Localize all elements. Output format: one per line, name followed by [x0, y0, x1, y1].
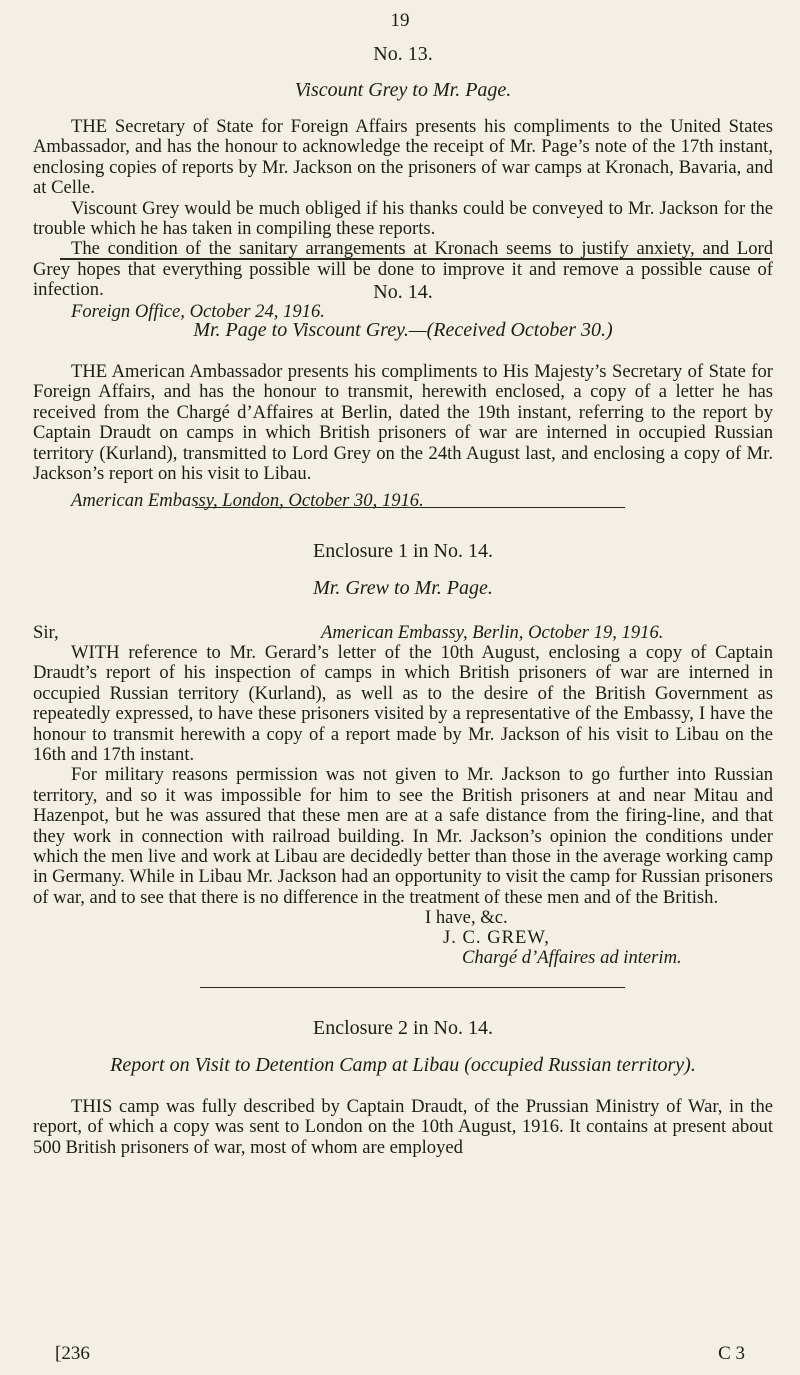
enclosure-2-paragraph: THIS camp was fully described by Captain Draudt, of the Prussian Ministry of War, in the report, of which a copy was sent to London on the 10th August, 1916. It contains at present about 500 British prisoners of war, most of whom are employed	[33, 1096, 773, 1158]
section-divider	[195, 507, 625, 508]
enclosure-1-paragraph-1: WITH reference to Mr. Gerard’s letter of the 10th August, enclosing a copy of Captain Draudt’s report of his inspection of camps in which British prisoners of war are interned in occupied Russian territory (Kurland), as well as to the desire of the British Government as repeatedly expressed, to have these prisoners visited by a representative of the Embassy, I have the honour to transmit herewith a copy of a report made by Mr. Jackson of his visit to Libau on the 16th and 17th instant.	[33, 642, 773, 766]
enclosure-1-place-date: American Embassy, Berlin, October 19, 1916.	[321, 622, 664, 643]
page-footer	[55, 1343, 745, 1365]
doc-13-title: Viscount Grey to Mr. Page.	[294, 79, 512, 101]
doc-14-section	[33, 281, 773, 512]
doc-13-place-date: Foreign Office, October 24, 1916.	[71, 300, 325, 322]
doc-14-paragraph: THE American Ambassador presents his compliments to His Majesty’s Secretary of State for Foreign Affairs, and has the honour to transmit, herewith enclosed, a copy of a letter he has received from the Chargé d’Affaires at Berlin, dated the 19th instant, referring to the report by Captain Draudt on camps in which British prisoners of war are interned in occupied Russian territory (Kurland), transmitted to Lord Grey on the 24th August last, and enclosing a copy of Mr. Jackson’s report on his visit to Libau.	[33, 361, 773, 485]
enclosure-1-signature-title: Chargé d’Affaires ad interim.	[462, 947, 682, 968]
doc-14-number: No. 14.	[373, 281, 433, 303]
doc-14-place-date: American Embassy, London, October 30, 1916.	[71, 490, 424, 512]
enclosure-1-heading: Enclosure 1 in No. 14.	[313, 540, 493, 562]
enclosure-1-section	[33, 540, 773, 908]
doc-13-paragraph-3: The condition of the sanitary arrangements at Kronach seems to justify anxiety, and Lord Grey hopes that everything possible will be done to improve it and remove a possible cause of infection.	[33, 238, 773, 301]
footer-print-code: [236	[55, 1343, 90, 1364]
doc-13-paragraph-1: THE Secretary of State for Foreign Affairs presents his compliments to the United States Ambassador, and has the honour to acknowledge the receipt of Mr. Page’s note of the 17th instant, enclosing copies of reports by Mr. Jackson on the prisoners of war camps at Kronach, Bavaria, and at Celle.	[33, 116, 773, 199]
section-divider	[60, 258, 770, 260]
doc-14-title: Mr. Page to Viscount Grey.—(Received October 30.)	[193, 319, 613, 341]
enclosure-1-title: Mr. Grew to Mr. Page.	[313, 577, 493, 599]
enclosure-1-signature: J. C. GREW,	[443, 927, 550, 948]
enclosure-1-closing: I have, &c.	[425, 907, 508, 928]
enclosure-1-salutation: Sir,	[33, 622, 59, 643]
page-number: 19	[390, 10, 410, 31]
doc-13-number: No. 13.	[373, 43, 433, 65]
enclosure-1-paragraph-2: For military reasons permission was not given to Mr. Jackson to go further into Russian territory, and so it was impossible for him to see the British prisoners at and near Mitau and Hazenpot, but he was assured that these men are at a safe distance from the firing-line, and that they work in connection with railroad building. In Mr. Jackson’s opinion the conditions under which the men live and work at Libau are decidedly better than those in the average working camp in Germany. While in Libau Mr. Jackson had an opportunity to visit the camp for Russian prisoners of war, and to see that there is no difference in the treatment of these men and of the British.	[33, 764, 773, 908]
section-divider	[200, 987, 625, 988]
enclosure-2-section	[33, 1017, 773, 1158]
doc-13-paragraph-2: Viscount Grey would be much obliged if his thanks could be conveyed to Mr. Jackson for the trouble which he has taken in compiling these reports.	[33, 197, 773, 240]
footer-signature-mark: C 3	[718, 1343, 745, 1364]
enclosure-2-heading: Enclosure 2 in No. 14.	[313, 1017, 493, 1039]
enclosure-2-title: Report on Visit to Detention Camp at Libau (occupied Russian territory).	[110, 1054, 696, 1076]
